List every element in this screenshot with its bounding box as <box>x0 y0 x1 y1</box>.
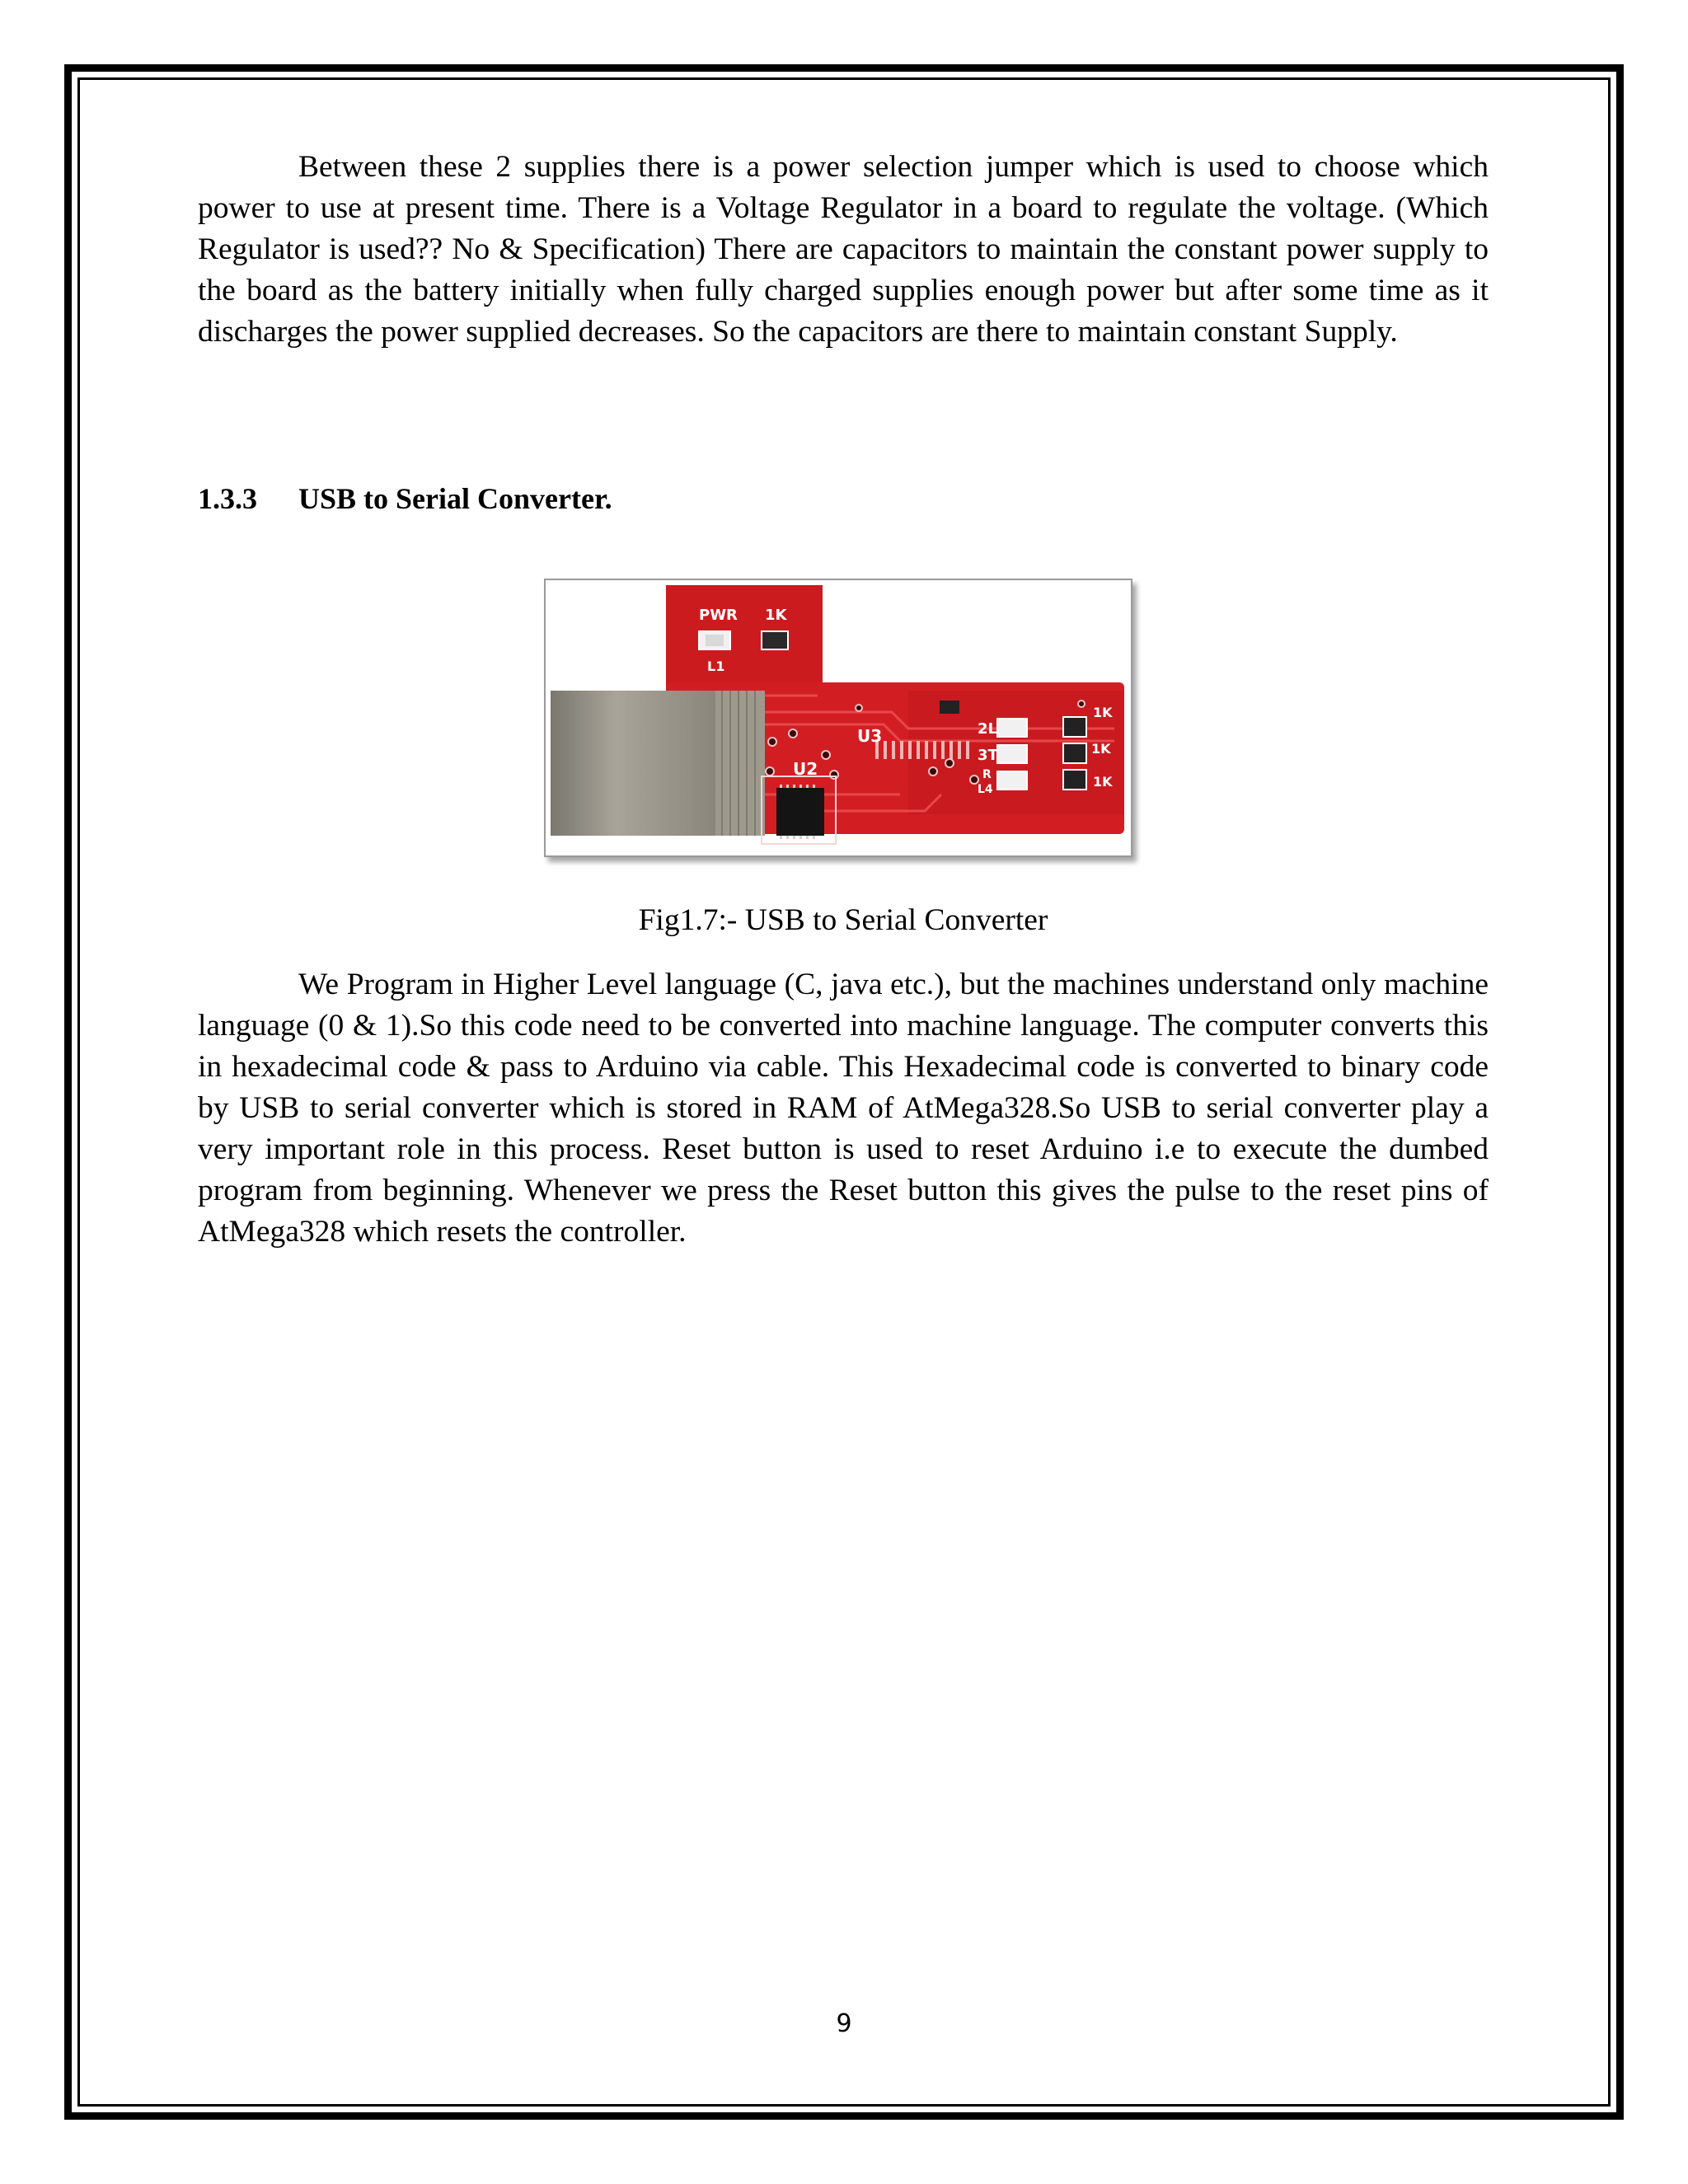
label-r: R <box>982 768 992 781</box>
paragraph-power-selection: Between these 2 supplies there is a power selection jumper which is used to choose which power to use at present time. There is a Voltage Regulator in a board to regulate the voltage. (Which Regulator is used?? No & Specification) There are capacitors to maintain the constant power supply to the board as the battery initially when fully charged supplies enough power but after some time as it discharges the power supplied decreases. So the capacitors are there to maintain constant Supply. <box>198 150 1489 349</box>
label-l4: L4 <box>978 783 993 796</box>
label-u3: U3 <box>857 726 883 746</box>
label-2l: 2L <box>978 720 997 738</box>
paragraph-programming-container <box>198 964 1489 1253</box>
label-1k-right-2: 1K <box>1091 741 1111 757</box>
paragraph-power-selection-container <box>198 147 1489 353</box>
page-number: 9 <box>836 2009 852 2038</box>
usb-serial-board-image <box>546 580 1131 855</box>
label-pwr: PWR <box>699 607 738 624</box>
section-heading <box>198 478 612 519</box>
label-1k-right-3: 1K <box>1093 774 1113 790</box>
label-3t: 3T <box>978 747 998 764</box>
figure-usb-serial-converter <box>544 579 1132 857</box>
label-1k-top: 1K <box>765 607 787 624</box>
section-number: 1.3.3 <box>198 482 257 515</box>
label-1k-right-1: 1K <box>1093 705 1113 720</box>
paragraph-programming: We Program in Higher Level language (C, java etc.), but the machines understand only machine language (0 & 1).So this code need to be converted into machine language. The computer converts this in hexadecimal code & pass to Arduino via cable. This Hexadecimal code is converted to binary code by USB to serial converter which is stored in RAM of AtMega328.So USB to serial converter play a very important role in this process. Reset button is used to reset Arduino i.e to execute the dumbed program from beginning. Whenever we press the Reset button this gives the pulse to the reset pins of AtMega328 which resets the controller. <box>198 968 1489 1249</box>
section-title: USB to Serial Converter. <box>298 482 612 515</box>
label-l1: L1 <box>707 658 725 674</box>
label-u2: U2 <box>793 759 818 779</box>
figure-caption: Fig1.7:- USB to Serial Converter <box>638 903 1048 937</box>
